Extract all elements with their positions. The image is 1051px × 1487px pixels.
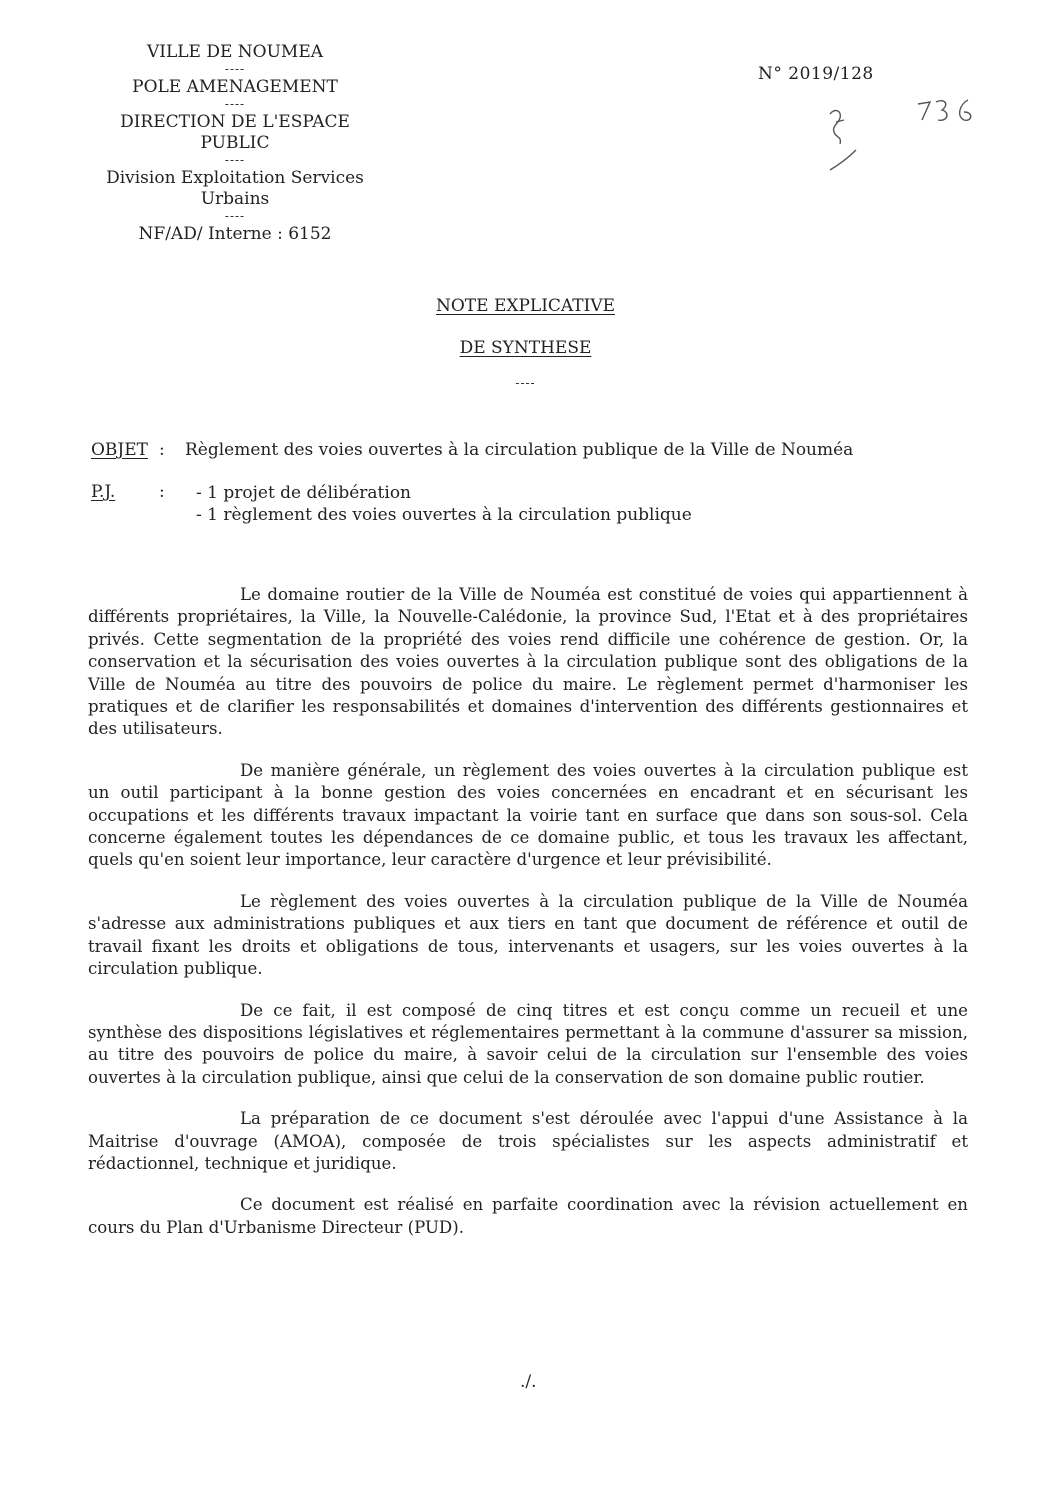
issuer-separator: ---- [224,97,246,111]
body-paragraph: La préparation de ce document s'est déroulée avec l'appui d'une Assistance à la Maitrise d'ouvrage (AMOA), composée de trois spécialistes sur les aspects administratif et rédactionnel, technique et juridique. [88,1109,968,1173]
body-paragraph: De ce fait, il est composé de cinq titres et est conçu comme un recueil et une synthèse des dispositions législatives et réglementaires permettant à la commune d'assurer sa mission, au titre des pouvoirs de police du maire, à savoir celui de la circulation sur l'ensemble des voies ouvertes à la circulation publique, ainsi que celui de la conservation de son domaine public routier. [88,1000,968,1087]
attachments-row [91,482,185,502]
issuer-division: Division Exploitation Services Urbains [106,168,364,209]
body-paragraph: Le règlement des voies ouvertes à la circulation publique de la Ville de Nouméa s'adresse aux administrations publiques et aux tiers en tant que document de référence et outil de travail fixant les droits et obligations de tous, intervenants et usagers, sur les voies ouvertes à la circulation publique. [88,891,968,979]
title-separator: ---- [515,376,536,390]
object-label: OBJET [91,440,148,460]
issuer-separator: ---- [224,62,246,76]
body-paragraph: Ce document est réalisé en parfaite coordination avec la révision actuellement en cours du Plan d'Urbanisme Directeur (PUD). [88,1195,968,1237]
body-paragraph: De manière générale, un règlement des voies ouvertes à la circulation publique est un outil participant à la bonne gestion des voies concernées en encadrant et en sécurisant les occupations et les différents travaux impactant la voirie tant en surface que dans son sous-sol. Cela concerne également toutes les dépendances de ce domaine public, et tous les travaux les affectant, quels qu'en soient leur importance, leur caractère d'urgence et leur prévisibilité. [88,760,968,870]
object-colon: : [159,440,165,460]
note-title-line-1: NOTE EXPLICATIVE [435,296,615,316]
continuation-mark: ./. [520,1372,537,1392]
issuer-pole: POLE AMENAGEMENT [132,77,338,97]
issuer-separator: ---- [224,209,246,223]
issuer-reference: NF/AD/ Interne : 6152 [138,224,332,244]
attachment-item: - 1 règlement des voies ouvertes à la circulation publique [196,505,692,525]
note-title-line-2: DE SYNTHESE [459,338,592,358]
object-row [91,440,853,460]
attachments-list [196,482,692,526]
document-number: N° 2019/128 [758,64,874,84]
issuer-city: VILLE DE NOUMEA [146,42,324,62]
body-text [88,584,968,1258]
attachment-item: - 1 projet de délibération [196,483,411,503]
attachments-colon: : [159,482,165,502]
body-paragraph: Le domaine routier de la Ville de Nouméa est constitué de voies qui appartiennent à différents propriétaires, la Ville, la Nouvelle-Calédonie, la province Sud, l'Etat et à des propriétaires privés. Cette segmentation de la propriété des voies rend difficile une cohérence de gestion. Or, la conservation et la sécurisation des voies ouvertes à la circulation publique sont des obligations de la Ville de Nouméa au titre des pouvoirs de police du maire. Le règlement permet d'harmoniser les pratiques et de clarifier les responsabilités et domaines d'intervention des différents gestionnaires et des utilisateurs. [88,585,968,739]
handwritten-annotation [818,92,998,182]
issuer-block [90,42,380,245]
issuer-direction: DIRECTION DE L'ESPACE PUBLIC [120,112,350,153]
attachments-label: P.J. [91,482,116,502]
issuer-separator: ---- [224,153,246,167]
object-text: Règlement des voies ouvertes à la circulation publique de la Ville de Nouméa [185,440,854,460]
